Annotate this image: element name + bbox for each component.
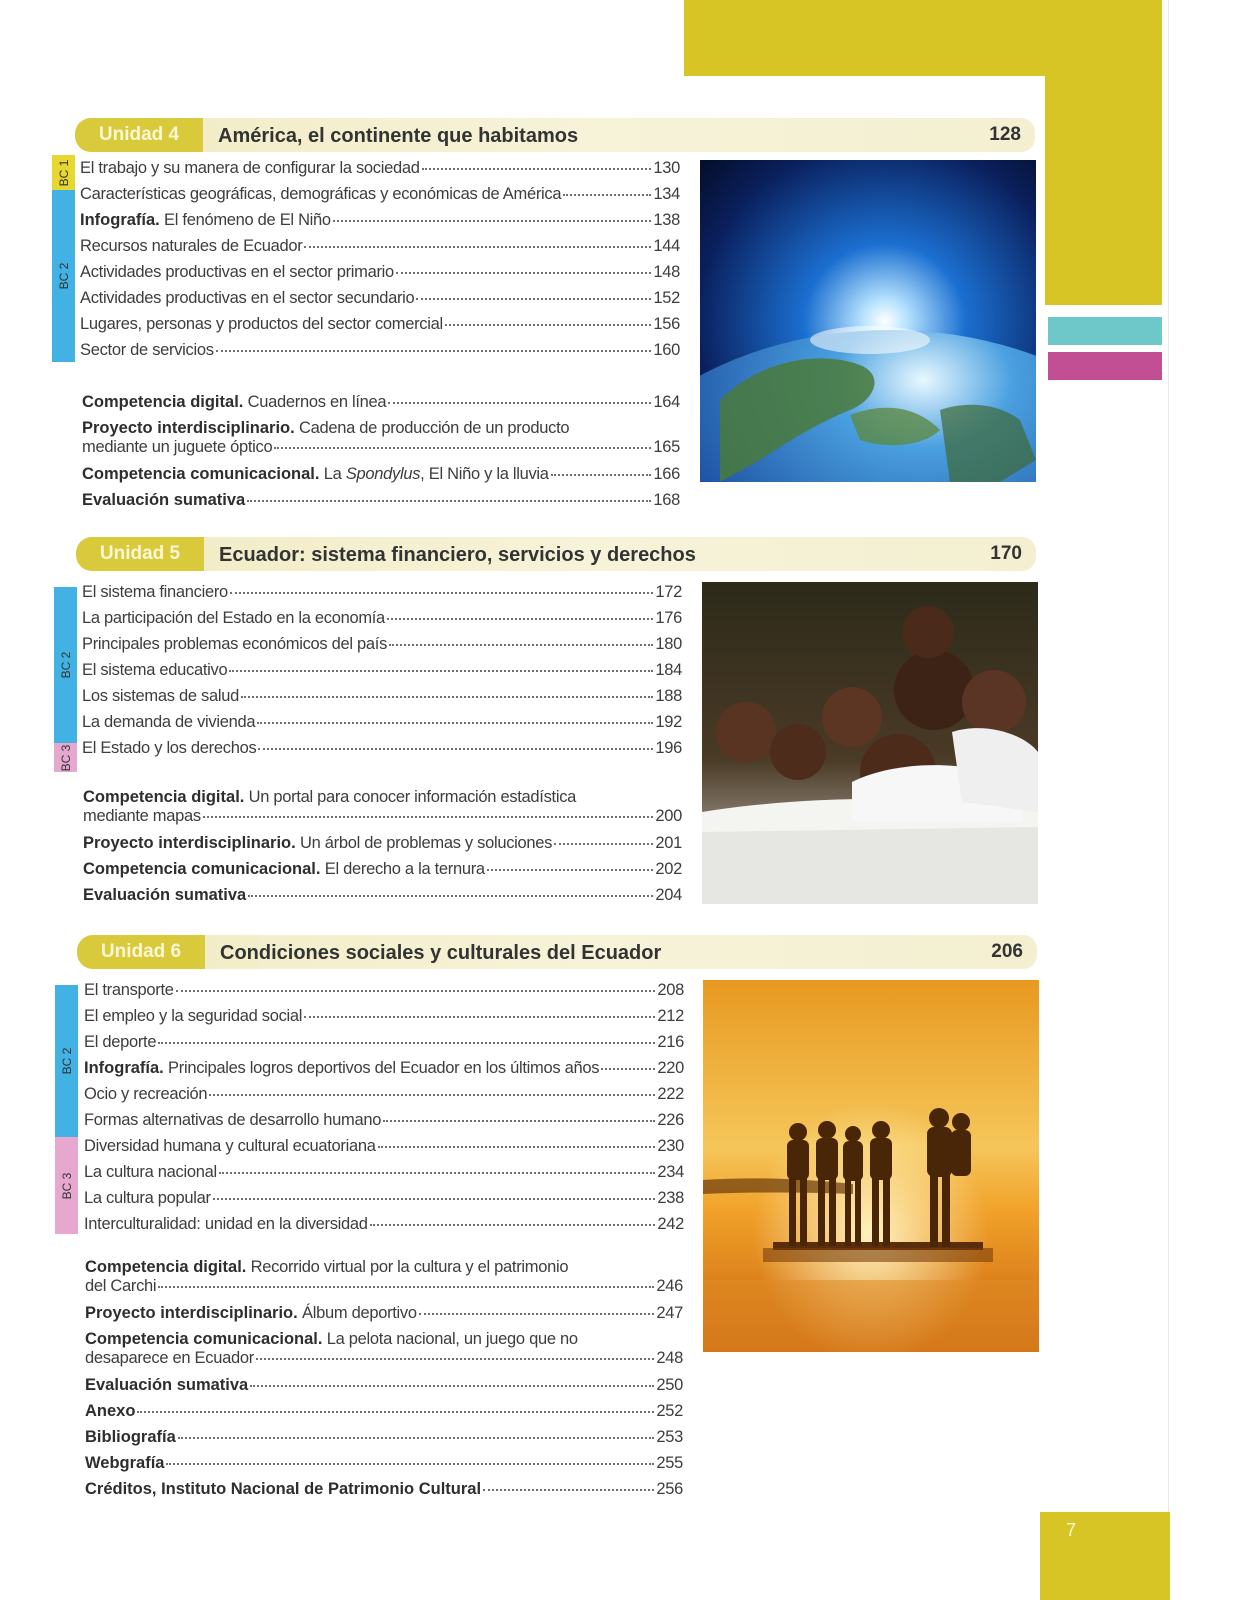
toc-entry[interactable]: Ocio y recreación 222 [84,1085,684,1103]
page-number: 7 [1066,1520,1077,1540]
bc2-label: BC 2 [59,1047,74,1075]
toc-entry[interactable]: El trabajo y su manera de configurar la sociedad 130 [80,159,680,177]
unit-6-title: Condiciones sociales y culturales del Ecuador [220,942,662,964]
toc-entry[interactable]: El sistema educativo 184 [82,661,682,679]
unit-6-page: 206 [991,941,1023,962]
toc-entry[interactable]: Competencia comunicacional. La pelota nacional, un juego que no desaparece en Ecuador 248 [85,1330,683,1367]
toc-entry[interactable]: El transporte 208 [84,981,684,999]
unit-4-tag: Unidad 4 [75,118,203,152]
toc-entry[interactable]: Proyecto interdisciplinario. Cadena de producción de un producto mediante un juguete óptico 165 [82,419,680,456]
toc-entry[interactable]: Anexo 252 [85,1402,683,1420]
bc3-label: BC 3 [59,1172,74,1199]
toc-entry[interactable]: Diversidad humana y cultural ecuatoriana 230 [84,1137,684,1155]
toc-entry[interactable]: Principales problemas económicos del país 180 [82,635,682,653]
toc-entry[interactable]: Infografía. El fenómeno de El Niño 138 [80,211,680,229]
unit-6-tag: Unidad 6 [77,935,205,969]
unit-4-header [75,118,1035,152]
unit-4-title: América, el continente que habitamos [218,125,579,147]
toc-entry[interactable]: La demanda de vivienda 192 [82,713,682,731]
toc-entry[interactable]: El Estado y los derechos 196 [82,739,682,757]
toc-entry[interactable]: Lugares, personas y productos del sector comercial 156 [80,315,680,333]
toc-entry[interactable]: Recursos naturales de Ecuador 144 [80,237,680,255]
bc1-bar [52,155,75,190]
toc-entry[interactable]: Infografía. Principales logros deportivos del Ecuador en los últimos años 220 [84,1059,684,1077]
page-number-block [1040,1512,1170,1600]
bc3-bar [55,1137,78,1234]
toc-entry[interactable]: Créditos, Instituto Nacional de Patrimonio Cultural 256 [85,1480,683,1498]
toc-entry[interactable]: Competencia comunicacional. El derecho a la ternura 202 [83,860,682,878]
unit-5-tag: Unidad 5 [76,537,204,571]
unit-4-topics [80,159,680,367]
toc-entry[interactable]: Evaluación sumativa 168 [82,491,680,509]
bc2-bar [55,985,78,1137]
unit-5-page: 170 [990,543,1022,564]
toc-entry[interactable]: Sector de servicios 160 [80,341,680,359]
toc-entry[interactable]: Evaluación sumativa 204 [83,886,682,904]
bc2-label: BC 2 [56,262,71,290]
toc-entry[interactable]: Actividades productivas en el sector primario 148 [80,263,680,281]
bc1-label: BC 1 [56,159,71,186]
toc-entry[interactable]: Proyecto interdisciplinario. Un árbol de problemas y soluciones 201 [83,834,682,852]
decorative-magenta-bar [1048,352,1162,380]
toc-entry[interactable]: Actividades productivas en el sector secundario 152 [80,289,680,307]
toc-entry[interactable]: Evaluación sumativa 250 [85,1376,683,1394]
bc2-label: BC 2 [58,651,73,679]
toc-entry[interactable]: Interculturalidad: unidad en la diversidad 242 [84,1215,684,1233]
bc2-bar [54,587,77,743]
toc-entry[interactable]: Competencia digital. Un portal para conocer información estadística mediante mapas 200 [83,788,682,825]
decorative-teal-bar [1048,317,1162,345]
unit-5-topics [82,583,682,765]
toc-entry[interactable]: Proyecto interdisciplinario. Álbum deportivo 247 [85,1304,683,1322]
bc2-bar [52,190,75,362]
toc-entry[interactable]: Competencia digital. Cuadernos en línea 164 [82,393,680,411]
toc-entry[interactable]: La participación del Estado en la economía 176 [82,609,682,627]
decorative-side-strip [1045,0,1162,305]
earth-from-space-photo [700,160,1036,482]
toc-entry[interactable]: Webgrafía 255 [85,1454,683,1472]
unit-6-topics [84,981,684,1241]
toc-entry[interactable]: La cultura nacional 234 [84,1163,684,1181]
unit-5-extras [83,788,682,912]
unit-4-page: 128 [989,124,1021,145]
toc-entry[interactable]: Competencia digital. Recorrido virtual por la cultura y el patrimonio del Carchi 246 [85,1258,683,1295]
toc-entry[interactable]: El empleo y la seguridad social 212 [84,1007,684,1025]
toc-entry[interactable]: La cultura popular 238 [84,1189,684,1207]
toc-entry[interactable]: Los sistemas de salud 188 [82,687,682,705]
bc3-label: BC 3 [58,744,73,771]
toc-entry[interactable]: Características geográficas, demográficas y económicas de América 134 [80,185,680,203]
unit-5-header [76,537,1036,571]
unit-6-extras [85,1258,683,1506]
children-smiling-photo [702,582,1038,904]
sunset-silhouettes-photo [703,980,1039,1352]
toc-entry[interactable]: Formas alternativas de desarrollo humano 226 [84,1111,684,1129]
unit-6-header [77,935,1037,969]
toc-entry[interactable]: El deporte 216 [84,1033,684,1051]
toc-entry[interactable]: Bibliografía 253 [85,1428,683,1446]
toc-entry[interactable]: El sistema financiero 172 [82,583,682,601]
toc-entry[interactable]: Competencia comunicacional. La Spondylus, El Niño y la lluvia 166 [82,465,680,483]
unit-4-extras [82,393,680,517]
unit-5-title: Ecuador: sistema financiero, servicios y derechos [219,544,696,566]
bc3-bar [54,743,77,772]
